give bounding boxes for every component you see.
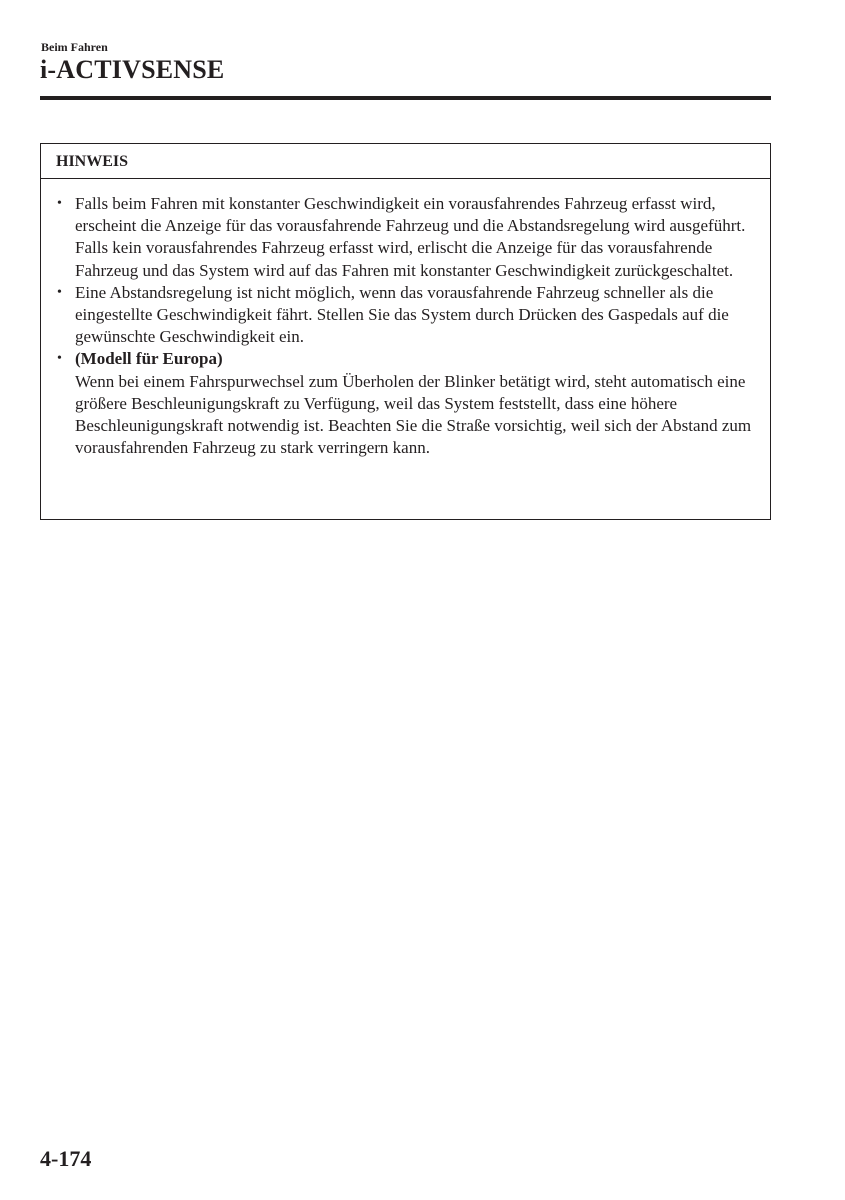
bullet-icon: •: [57, 284, 62, 300]
note-item-text: Eine Abstandsregelung ist nicht möglich, wenn das vorausfahrende Fahrzeug schneller als die eingestellte Geschwindigkeit fährt. Stellen Sie das System durch Drücken des Gaspedals auf die gewünschte Geschwindigkeit ein.: [75, 282, 729, 347]
note-heading: HINWEIS: [41, 144, 770, 179]
bullet-icon: •: [57, 351, 62, 367]
note-item: [56, 348, 758, 459]
title-rule: [40, 96, 771, 100]
bullet-icon: •: [57, 196, 62, 211]
note-item-heading: (Modell für Europa): [75, 349, 223, 369]
page-number: 4-174: [40, 1146, 92, 1171]
note-list: [41, 179, 770, 459]
note-item-text: Wenn bei einem Fahrspurwechsel zum Überholen der Blinker betätigt wird, steht automatisch eine größere Beschleunigungskraft zu Verfügung, weil das System feststellt, dass eine höhere Beschleunigungskraft notwendig ist. Beachten Sie die Straße vorsichtig, weil sich der Abstand zum vorausfahrenden Fahrzeug zu stark verringern kann.: [75, 371, 752, 458]
note-box: [40, 143, 771, 520]
note-item: [56, 282, 758, 349]
section-label: Beim Fahren: [41, 40, 108, 54]
page-title: i-ACTIVSENSE: [40, 55, 225, 84]
note-item: [56, 193, 758, 282]
note-item-text: Falls beim Fahren mit konstanter Geschwindigkeit ein vorausfahrendes Fahrzeug erfasst wird, erscheint die Anzeige für das vorausfahrende Fahrzeug und die Abstandsregelung wird ausgeführt. Falls kein vorausfahrendes Fahrzeug erfasst wird, erlischt die Anzeige für das vorausfahrende Fahrzeug und das System wird auf das Fahren mit konstanter Geschwindigkeit zurückgeschaltet.: [75, 194, 746, 280]
